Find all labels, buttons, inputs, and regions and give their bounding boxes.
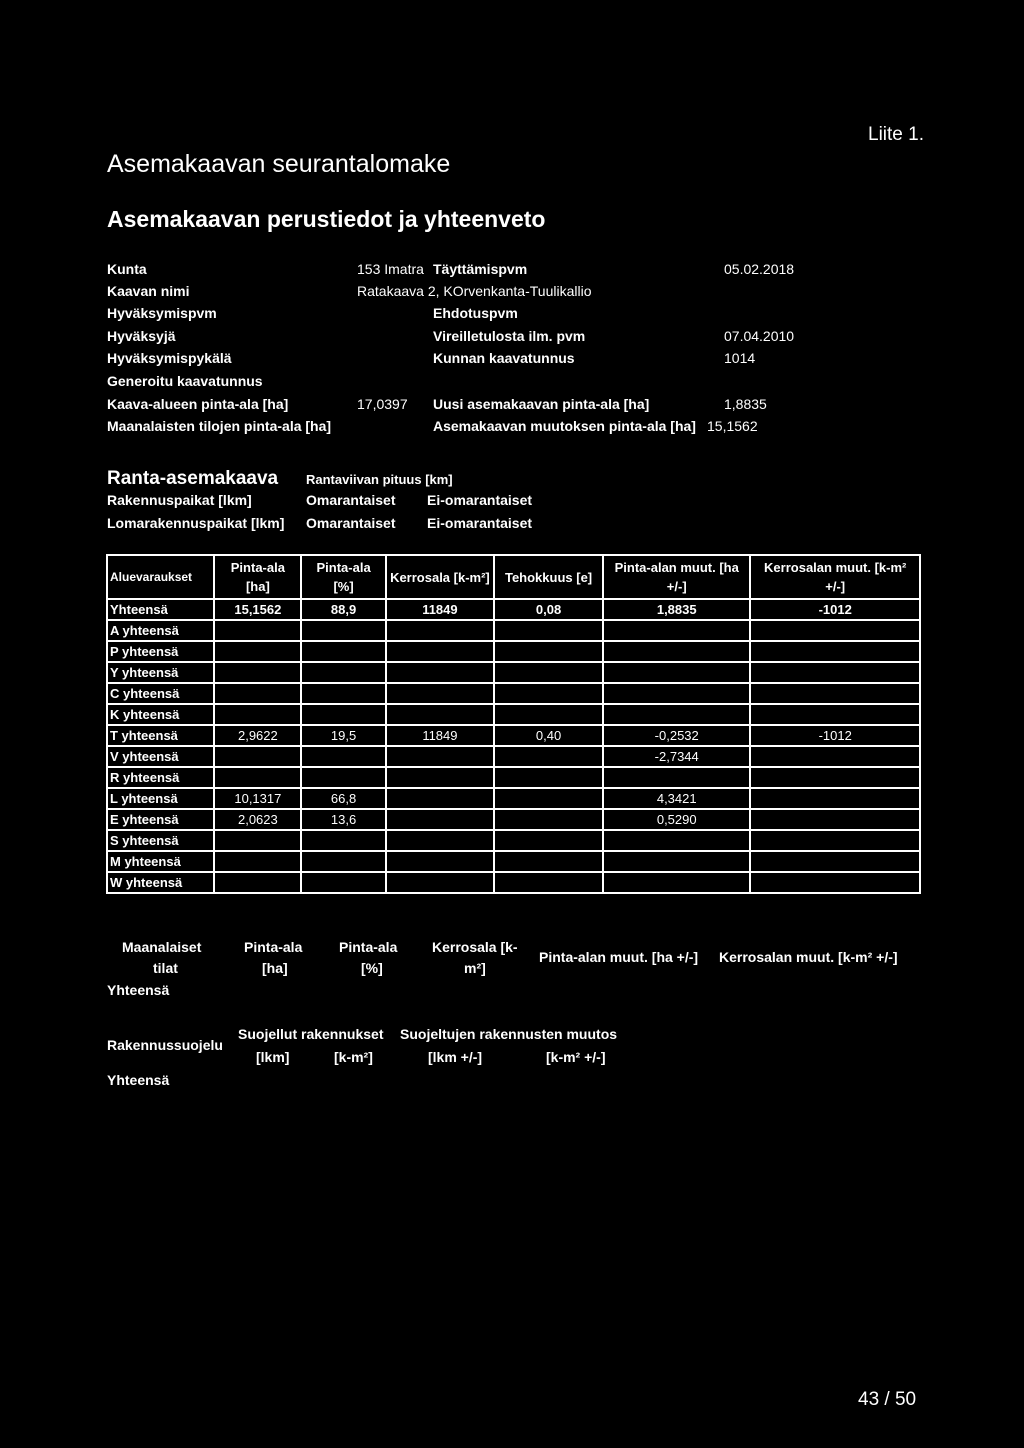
col-header: Tehokkuus [e]: [494, 555, 603, 599]
table-body: [107, 599, 920, 893]
table-cell: [750, 809, 920, 830]
underground-label-2: tilat: [153, 960, 178, 976]
table-cell: [750, 704, 920, 725]
table-row: [107, 725, 920, 746]
table-cell: [750, 872, 920, 893]
table-cell: [750, 683, 920, 704]
kaavan-nimi-value: Ratakaava 2, KOrvenkanta-Tuulikallio: [357, 283, 592, 299]
table-cell: [214, 683, 301, 704]
underground-col-floor: Kerrosala [k-: [432, 939, 518, 955]
table-cell: [494, 746, 603, 767]
table-cell: 2,9622: [214, 725, 301, 746]
table-row: [107, 641, 920, 662]
land-use-table: [106, 554, 921, 894]
table-cell: [214, 641, 301, 662]
table-cell: [750, 662, 920, 683]
table-cell: [494, 704, 603, 725]
table-cell: [603, 662, 750, 683]
table-cell: [301, 767, 385, 788]
row-label: Y yhteensä: [107, 662, 214, 683]
hyvaksyja-label: Hyväksyjä: [107, 328, 176, 344]
row-label: V yhteensä: [107, 746, 214, 767]
table-cell: [750, 767, 920, 788]
row-label: C yhteensä: [107, 683, 214, 704]
table-cell: [750, 830, 920, 851]
row-label: R yhteensä: [107, 767, 214, 788]
rakennuspaikat-label: Rakennuspaikat [lkm]: [107, 492, 252, 508]
table-cell: [301, 830, 385, 851]
kaavan-nimi-label: Kaavan nimi: [107, 283, 190, 299]
table-cell: 11849: [386, 599, 494, 620]
underground-col-area: Pinta-ala: [244, 939, 303, 955]
row-label: Yhteensä: [107, 599, 214, 620]
kunta-value: 153 Imatra: [357, 261, 424, 277]
table-cell: [301, 683, 385, 704]
table-cell: 4,3421: [603, 788, 750, 809]
table-cell: [301, 746, 385, 767]
table-cell: [603, 683, 750, 704]
kaava-alue-label: Kaava-alueen pinta-ala [ha]: [107, 396, 289, 412]
table-cell: [750, 620, 920, 641]
underground-col-area-change: Pinta-alan muut. [ha +/-]: [539, 949, 699, 965]
underground-label: Maanalaiset: [122, 939, 202, 955]
table-cell: -1012: [750, 725, 920, 746]
table-row: [107, 683, 920, 704]
tayttamispvm-value: 05.02.2018: [724, 261, 795, 277]
table-cell: [386, 620, 494, 641]
row-label: K yhteensä: [107, 704, 214, 725]
kunnan-kaavatunnus-label: Kunnan kaavatunnus: [433, 350, 575, 366]
page-title: Asemakaavan seurantalomake: [107, 150, 451, 178]
table-row: [107, 788, 920, 809]
hyvaksymispykala-label: Hyväksymispykälä: [107, 350, 232, 366]
protected-change-header: Suojeltujen rakennusten muutos: [400, 1026, 618, 1042]
table-row: [107, 599, 920, 620]
row-label: M yhteensä: [107, 851, 214, 872]
table-cell: [603, 620, 750, 641]
generoitu-label: Generoitu kaavatunnus: [107, 373, 263, 389]
table-cell: [494, 683, 603, 704]
lomarakennuspaikat-label: Lomarakennuspaikat [lkm]: [107, 515, 285, 531]
underground-col-area-unit: [ha]: [262, 960, 288, 976]
page-number: 43 / 50: [858, 1389, 917, 1410]
table-cell: 11849: [386, 725, 494, 746]
table-cell: [494, 809, 603, 830]
table-cell: -2,7344: [603, 746, 750, 767]
table-cell: [301, 851, 385, 872]
table-row: [107, 662, 920, 683]
table-cell: [603, 851, 750, 872]
table-cell: [301, 704, 385, 725]
uusi-value: 1,8835: [724, 396, 767, 412]
table-cell: [301, 641, 385, 662]
table-cell: 88,9: [301, 599, 385, 620]
table-cell: [214, 872, 301, 893]
table-cell: [301, 620, 385, 641]
vireilletulo-value: 07.04.2010: [724, 328, 795, 344]
table-cell: [750, 788, 920, 809]
table-cell: 1,8835: [603, 599, 750, 620]
table-cell: [386, 746, 494, 767]
row-label: A yhteensä: [107, 620, 214, 641]
table-cell: [386, 830, 494, 851]
table-row: [107, 704, 920, 725]
table-cell: 15,1562: [214, 599, 301, 620]
hyvaksymispvm-label: Hyväksymispvm: [107, 305, 217, 321]
table-cell: [386, 809, 494, 830]
table-cell: [603, 767, 750, 788]
table-cell: [386, 851, 494, 872]
table-cell: -1012: [750, 599, 920, 620]
appendix-label: Liite 1.: [868, 124, 924, 145]
table-cell: [386, 788, 494, 809]
underground-col-floor-change: Kerrosalan muut. [k-m² +/-]: [719, 949, 898, 965]
table-cell: [603, 641, 750, 662]
table-cell: [750, 746, 920, 767]
table-cell: 10,1317: [214, 788, 301, 809]
table-row: [107, 767, 920, 788]
row-label: S yhteensä: [107, 830, 214, 851]
omarantaiset-label: Omarantaiset: [306, 492, 396, 508]
underground-total: Yhteensä: [107, 982, 170, 998]
table-cell: [494, 830, 603, 851]
table-cell: 0,40: [494, 725, 603, 746]
table-cell: [301, 662, 385, 683]
table-cell: [214, 830, 301, 851]
table-cell: [386, 662, 494, 683]
table-cell: -0,2532: [603, 725, 750, 746]
table-cell: [301, 872, 385, 893]
rantaviiva-label: Rantaviivan pituus [km]: [306, 472, 453, 487]
col-header: Pinta-ala [%]: [301, 555, 385, 599]
table-cell: 13,6: [301, 809, 385, 830]
table-cell: [214, 704, 301, 725]
table-cell: [494, 788, 603, 809]
col-header: Pinta-ala [ha]: [214, 555, 301, 599]
table-cell: [386, 767, 494, 788]
table-cell: [603, 872, 750, 893]
protection-label: Rakennussuojelu: [107, 1037, 223, 1053]
table-cell: [750, 641, 920, 662]
protected-unit-count-change: [lkm +/-]: [428, 1049, 483, 1065]
table-row: [107, 620, 920, 641]
row-label: L yhteensä: [107, 788, 214, 809]
protected-buildings-header: Suojellut rakennukset: [238, 1026, 384, 1042]
table-cell: [494, 662, 603, 683]
col-header: Kerrosalan muut. [k-m² +/-]: [750, 555, 920, 599]
table-cell: [214, 746, 301, 767]
underground-col-pct-unit: [%]: [361, 960, 383, 976]
table-cell: 19,5: [301, 725, 385, 746]
row-label: T yhteensä: [107, 725, 214, 746]
vireilletulo-label: Vireilletulosta ilm. pvm: [433, 328, 586, 344]
underground-col-pct: Pinta-ala: [339, 939, 398, 955]
table-cell: [494, 620, 603, 641]
table-cell: [494, 872, 603, 893]
table-cell: [386, 704, 494, 725]
row-label: W yhteensä: [107, 872, 214, 893]
table-cell: [386, 872, 494, 893]
ehdotuspvm-label: Ehdotuspvm: [433, 305, 518, 321]
ranta-title: Ranta-asemakaava: [107, 468, 279, 489]
col-header: Kerrosala [k-m²]: [386, 555, 494, 599]
kunta-label: Kunta: [107, 261, 147, 277]
table-row: [107, 746, 920, 767]
muutoksen-label: Asemakaavan muutoksen pinta-ala [ha]: [433, 418, 696, 434]
table-row: [107, 872, 920, 893]
table-cell: [494, 641, 603, 662]
uusi-label: Uusi asemakaavan pinta-ala [ha]: [433, 396, 650, 412]
eiomarantaiset-label: Ei-omarantaiset: [427, 492, 533, 508]
table-cell: [214, 851, 301, 872]
col-header: Aluevaraukset: [107, 555, 214, 599]
protected-unit-area-change: [k-m² +/-]: [546, 1049, 606, 1065]
muutoksen-value: 15,1562: [707, 418, 758, 434]
section-heading: Asemakaavan perustiedot ja yhteenveto: [107, 206, 546, 232]
protected-unit-count: [lkm]: [256, 1049, 290, 1065]
row-label: E yhteensä: [107, 809, 214, 830]
protected-unit-area: [k-m²]: [334, 1049, 373, 1065]
row-label: P yhteensä: [107, 641, 214, 662]
table-cell: 0,08: [494, 599, 603, 620]
table-cell: [214, 767, 301, 788]
table-cell: 2,0623: [214, 809, 301, 830]
maanalaisten-label: Maanalaisten tilojen pinta-ala [ha]: [107, 418, 332, 434]
table-row: [107, 851, 920, 872]
table-cell: [494, 851, 603, 872]
table-cell: 66,8: [301, 788, 385, 809]
table-cell: [603, 704, 750, 725]
table-cell: 0,5290: [603, 809, 750, 830]
table-cell: [494, 767, 603, 788]
table-row: [107, 809, 920, 830]
omarantaiset-label-2: Omarantaiset: [306, 515, 396, 531]
tayttamispvm-label: Täyttämispvm: [433, 261, 528, 277]
table-cell: [214, 662, 301, 683]
eiomarantaiset-label-2: Ei-omarantaiset: [427, 515, 533, 531]
kunnan-kaavatunnus-value: 1014: [724, 350, 756, 366]
table-cell: [386, 641, 494, 662]
table-header-row: [107, 555, 920, 599]
table-row: [107, 830, 920, 851]
table-cell: [214, 620, 301, 641]
kaava-alue-value: 17,0397: [357, 396, 408, 412]
underground-col-floor-unit: m²]: [464, 960, 486, 976]
table-cell: [386, 683, 494, 704]
table-cell: [603, 830, 750, 851]
table-cell: [750, 851, 920, 872]
col-header: Pinta-alan muut. [ha +/-]: [603, 555, 750, 599]
protection-total: Yhteensä: [107, 1072, 170, 1088]
